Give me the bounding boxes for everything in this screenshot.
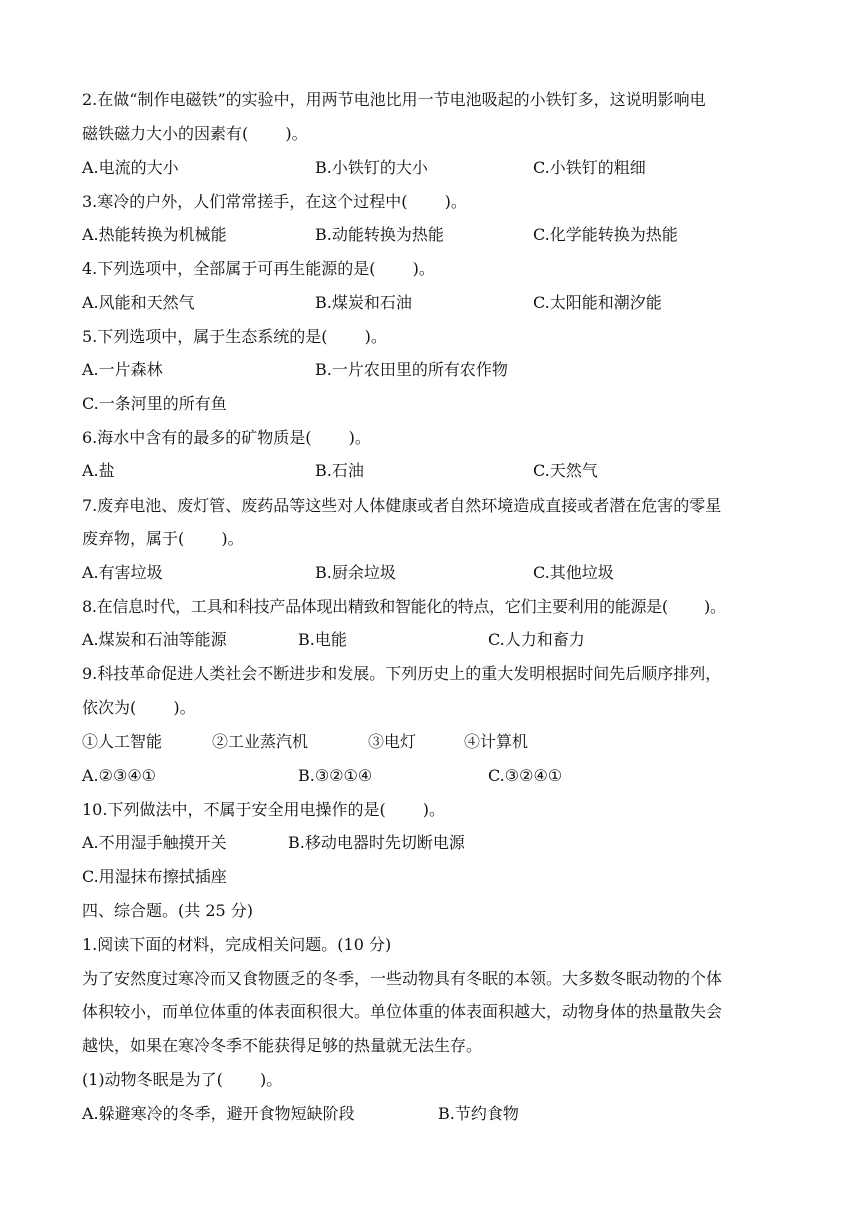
option-a: A.煤炭和石油等能源 xyxy=(82,630,227,649)
question-3: 3.寒冷的户外，人们常常搓手，在这个过程中( )。 xyxy=(82,192,467,211)
question-10-options xyxy=(82,831,798,855)
question-9-items xyxy=(82,730,798,754)
option-b: B.节约食物 xyxy=(438,1104,519,1123)
option-a: A.风能和天然气 xyxy=(82,293,195,312)
question-10: 10.下列做法中，不属于安全用电操作的是( )。 xyxy=(82,800,446,819)
option-c: C.化学能转换为热能 xyxy=(533,225,678,244)
question-5-option-c: C.一条河里的所有鱼 xyxy=(82,394,227,413)
option-b: B.小铁钉的大小 xyxy=(315,158,428,177)
question-4: 4.下列选项中，全部属于可再生能源的是( )。 xyxy=(82,259,435,278)
option-a: A.②③④① xyxy=(82,766,157,785)
option-b: B.动能转换为热能 xyxy=(315,225,444,244)
option-b: B.移动电器时先切断电源 xyxy=(288,833,465,852)
sub-question-1-options xyxy=(82,1102,798,1126)
option-c: C.天然气 xyxy=(533,461,598,480)
passage-line-1: 为了安然度过寒冷而又食物匮乏的冬季，一些动物具有冬眠的本领。大多数冬眠动物的个体 xyxy=(82,969,723,988)
option-b: B.煤炭和石油 xyxy=(315,293,412,312)
question-9-line-1: 9.科技革命促进人类社会不断进步和发展。下列历史上的重大发明根据时间先后顺序排列， xyxy=(82,664,722,683)
question-7-line-2: 废弃物，属于( )。 xyxy=(82,529,244,548)
passage-line-2: 体积较小，而单位体重的体表面积很大。单位体重的体表面积越大，动物身体的热量散失会 xyxy=(82,1002,723,1021)
question-10-option-c: C.用湿抹布擦拭插座 xyxy=(82,867,227,886)
option-a: A.躲避寒冷的冬季，避开食物短缺阶段 xyxy=(82,1104,355,1123)
option-c: C.③②④① xyxy=(488,766,563,785)
question-9-options xyxy=(82,764,798,788)
question-5-options xyxy=(82,358,798,382)
option-b: B.厨余垃圾 xyxy=(315,563,396,582)
option-a: A.热能转换为机械能 xyxy=(82,225,227,244)
option-c: C.太阳能和潮汐能 xyxy=(533,293,662,312)
option-c: C.其他垃圾 xyxy=(533,563,614,582)
option-a: A.一片森林 xyxy=(82,360,163,379)
question-7-options xyxy=(82,561,798,585)
option-c: C.人力和畜力 xyxy=(488,630,585,649)
option-a: A.盐 xyxy=(82,461,115,480)
item-4: ④计算机 xyxy=(464,732,529,751)
question-4-options xyxy=(82,291,798,315)
question-2-options xyxy=(82,156,798,180)
question-2-line-2: 磁铁磁力大小的因素有( )。 xyxy=(82,124,308,143)
question-3-options xyxy=(82,223,798,247)
option-c: C.小铁钉的粗细 xyxy=(533,158,646,177)
sub-question-1: (1)动物冬眠是为了( )。 xyxy=(82,1070,283,1089)
item-3: ③电灯 xyxy=(368,732,417,751)
passage-line-3: 越快，如果在寒冷冬季不能获得足够的热量就无法生存。 xyxy=(82,1036,483,1055)
question-9-line-2: 依次为( )。 xyxy=(82,698,196,717)
option-b: B.电能 xyxy=(298,630,347,649)
option-a: A.不用湿手触摸开关 xyxy=(82,833,227,852)
option-b: B.③②①④ xyxy=(298,766,373,785)
section-question-1: 1.阅读下面的材料，完成相关问题。(10 分) xyxy=(82,935,392,954)
section-heading: 四、综合题。(共 25 分) xyxy=(82,901,254,920)
question-5: 5.下列选项中，属于生态系统的是( )。 xyxy=(82,327,387,346)
question-6: 6.海水中含有的最多的矿物质是( )。 xyxy=(82,428,371,447)
item-1: ①人工智能 xyxy=(82,732,163,751)
option-a: A.电流的大小 xyxy=(82,158,179,177)
option-b: B.一片农田里的所有农作物 xyxy=(315,360,508,379)
item-2: ②工业蒸汽机 xyxy=(212,732,309,751)
question-7-line-1: 7.废弃电池、废灯管、废药品等这些对人体健康或者自然环境造成直接或者潜在危害的零星 xyxy=(82,496,722,515)
option-a: A.有害垃圾 xyxy=(82,563,163,582)
option-b: B.石油 xyxy=(315,461,364,480)
question-6-options xyxy=(82,459,798,483)
question-2-line-1: 2.在做“制作电磁铁”的实验中，用两节电池比用一节电池吸起的小铁钉多，这说明影响电 xyxy=(82,90,706,109)
question-8-options xyxy=(82,628,798,652)
question-8: 8.在信息时代，工具和科技产品体现出精致和智能化的特点，它们主要利用的能源是( )。 xyxy=(82,597,726,616)
